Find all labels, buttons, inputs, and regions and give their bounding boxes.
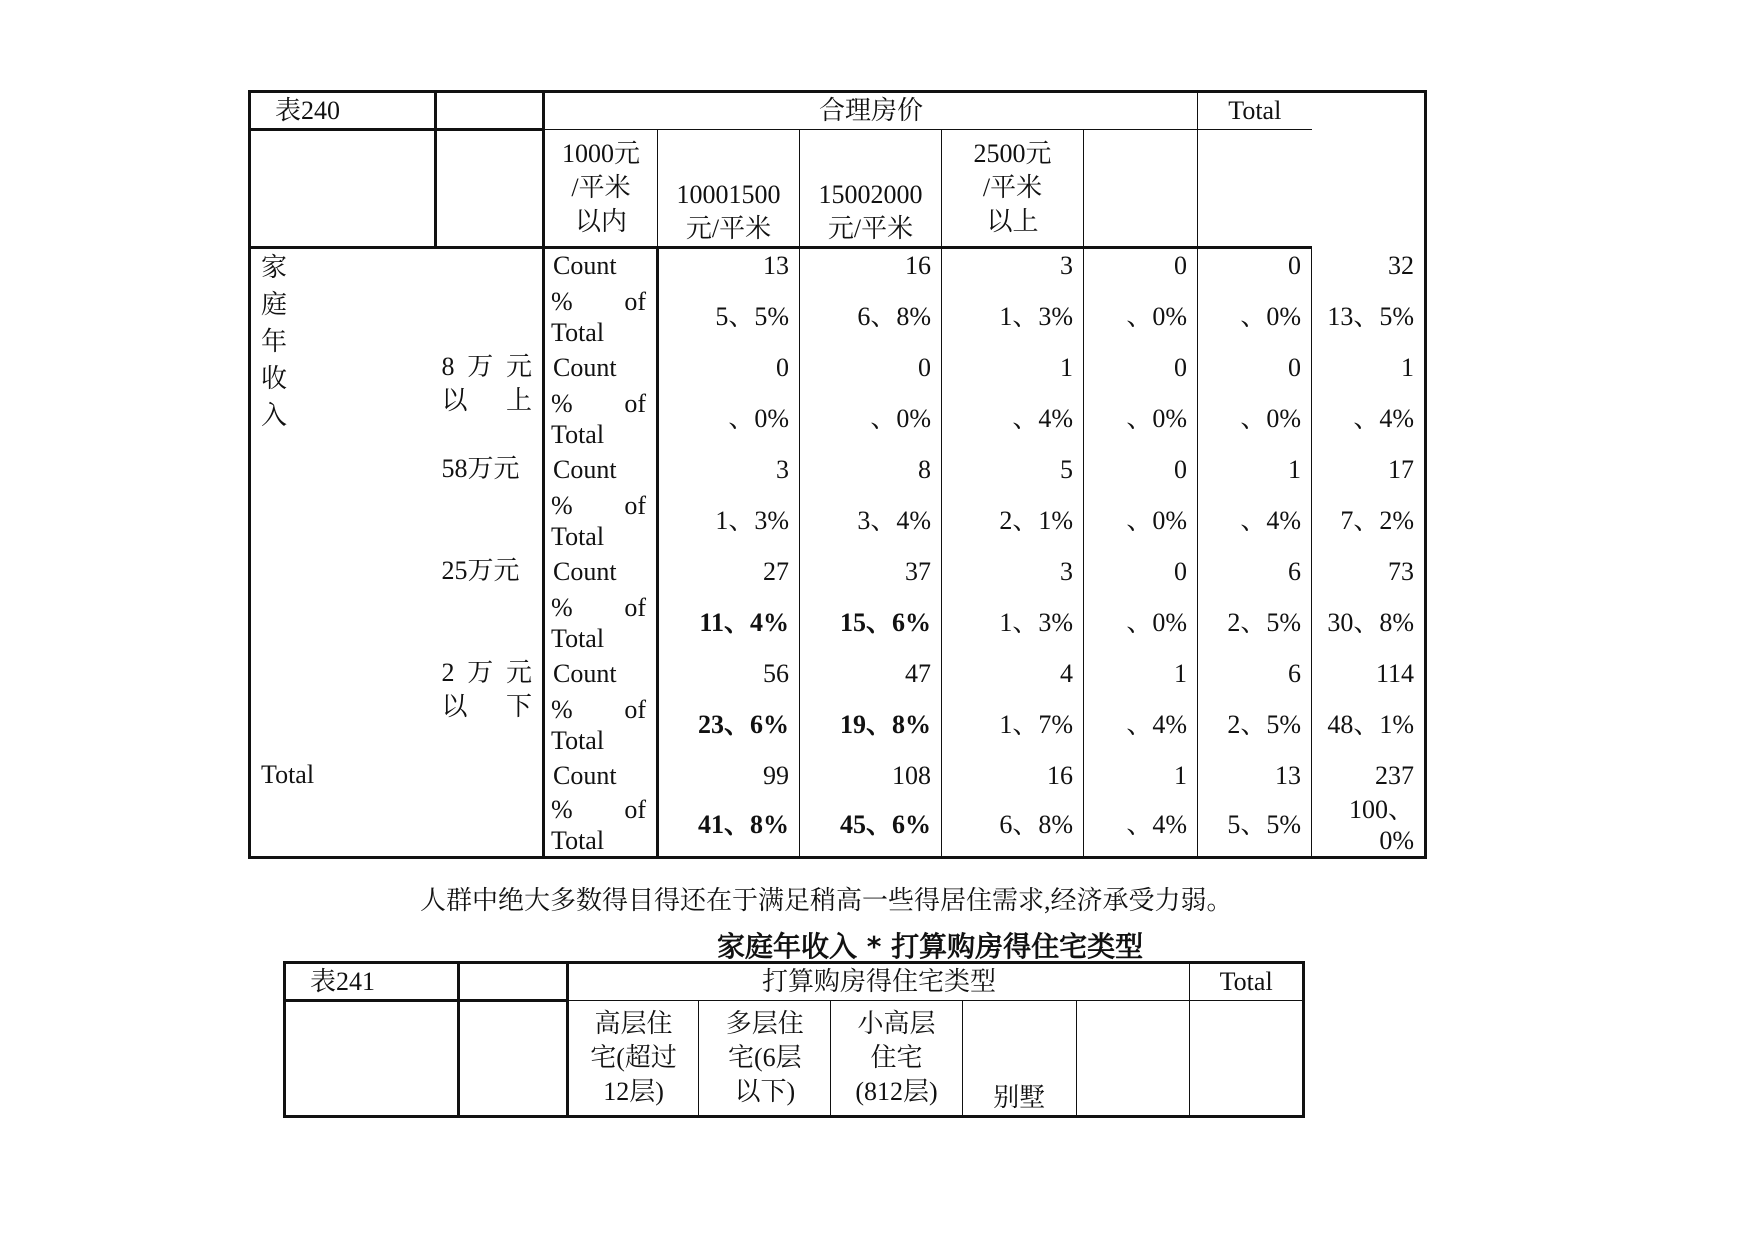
count-cell: 3 [942, 554, 1084, 590]
column-header-line: 宅(6层 [727, 1043, 802, 1072]
pct-cell: 、0% [1198, 386, 1312, 452]
total-header: Total [1190, 963, 1304, 1001]
income-row-label [436, 248, 544, 350]
pct-cell: 15、6% [800, 590, 942, 656]
column-header [800, 130, 942, 248]
column-header [544, 130, 658, 248]
pct-cell: 2、5% [1198, 590, 1312, 656]
column-header [699, 1001, 831, 1117]
stat-label-pct: % of Total [544, 692, 658, 758]
pct-cell: 45、6% [800, 794, 942, 858]
count-cell: 37 [800, 554, 942, 590]
count-cell: 4 [942, 656, 1084, 692]
count-cell: 0 [1198, 350, 1312, 386]
stat-label-pct: % of Total [544, 284, 658, 350]
pct-cell: 、0% [658, 386, 800, 452]
pct-cell: 19、8% [800, 692, 942, 758]
empty-header-cell [436, 130, 544, 248]
pct-cell: 1、3% [658, 488, 800, 554]
count-cell: 1 [1084, 758, 1198, 794]
stat-label-count: Count [544, 350, 658, 386]
count-cell: 13 [1198, 758, 1312, 794]
count-cell: 0 [1084, 554, 1198, 590]
row-group-char: 家 [261, 253, 288, 282]
empty-cell [436, 758, 544, 858]
stat-label-count: Count [544, 248, 658, 284]
pct-cell: 5、5% [658, 284, 800, 350]
pct-cell: 、4% [1084, 794, 1198, 858]
column-header [567, 1001, 699, 1117]
column-header-line: 元/平米 [685, 214, 772, 243]
pct-cell: 7、2% [1340, 505, 1415, 535]
row-group-char: 收 [261, 364, 288, 393]
count-cell: 47 [800, 656, 942, 692]
total-row-label: Total [261, 759, 315, 789]
count-cell: 73 [1388, 556, 1415, 586]
table-241 [283, 961, 1305, 1118]
column-header-line: 以上 [986, 207, 1039, 236]
pct-cell: 41、8% [658, 794, 800, 858]
group-header: 合理房价 [544, 92, 1198, 130]
empty-header-cell [1076, 1001, 1190, 1117]
income-row-label: 25万元 [436, 554, 544, 656]
count-cell: 27 [658, 554, 800, 590]
count-cell: 0 [1198, 248, 1312, 284]
count-cell: 0 [1084, 350, 1198, 386]
column-header-line: (812层) [855, 1077, 938, 1106]
count-cell: 32 [1388, 250, 1415, 280]
income-row-label: 2万元以下 [436, 656, 544, 758]
pct-cell: 11、4% [658, 590, 800, 656]
pct-cell: 2、5% [1198, 692, 1312, 758]
stat-label-pct: % of Total [544, 590, 658, 656]
table-241-title: 家庭年收入 * 打算购房得住宅类型 [717, 930, 1144, 963]
column-header-line: 小高层 [857, 1009, 936, 1038]
empty-header-cell [459, 1001, 568, 1117]
empty-header-cell [1084, 130, 1198, 248]
table-label: 表241 [285, 963, 459, 1001]
pct-cell: 48、1% [1327, 709, 1415, 739]
pct-cell: 1、7% [942, 692, 1084, 758]
pct-cell: 、0% [1084, 590, 1198, 656]
count-cell: 114 [1376, 658, 1415, 688]
count-cell: 1 [1198, 452, 1312, 488]
pct-cell: 2、1% [942, 488, 1084, 554]
stat-label-count: Count [544, 758, 658, 794]
column-header-line: 10001500 [676, 180, 781, 209]
count-cell: 0 [658, 350, 800, 386]
count-cell: 56 [658, 656, 800, 692]
pct-cell: 、4% [1353, 403, 1415, 433]
row-group-char: 庭 [261, 290, 288, 319]
column-header-line: 高层住 [594, 1009, 673, 1038]
count-cell: 13 [658, 248, 800, 284]
pct-cell: 、0% [800, 386, 942, 452]
column-header-line: 元/平米 [827, 214, 914, 243]
count-cell: 108 [800, 758, 942, 794]
pct-cell: 30、8% [1327, 607, 1415, 637]
pct-cell: 100、0% [1349, 794, 1415, 855]
column-header [962, 1001, 1076, 1117]
empty-header-cell [285, 1001, 459, 1117]
income-row-label: 58万元 [436, 452, 544, 554]
column-header-line: 2500元 [973, 139, 1052, 168]
empty-header-cell [1198, 130, 1312, 248]
empty-header-cell [250, 130, 436, 248]
pct-cell: 、4% [1198, 488, 1312, 554]
stat-label-count: Count [544, 452, 658, 488]
count-cell: 6 [1198, 554, 1312, 590]
pct-cell: 、0% [1084, 284, 1198, 350]
pct-cell: 6、8% [942, 794, 1084, 858]
pct-cell: 、0% [1198, 284, 1312, 350]
pct-cell: 1、3% [942, 284, 1084, 350]
group-header: 打算购房得住宅类型 [567, 963, 1190, 1001]
row-group-char: 入 [261, 401, 288, 430]
total-header: Total [1198, 92, 1312, 130]
pct-cell: 、0% [1084, 386, 1198, 452]
column-header-line: 别墅 [993, 1083, 1046, 1112]
count-cell: 1 [1401, 352, 1415, 382]
pct-cell: 3、4% [800, 488, 942, 554]
stat-label-count: Count [544, 656, 658, 692]
count-cell: 16 [800, 248, 942, 284]
count-cell: 99 [658, 758, 800, 794]
column-header [831, 1001, 963, 1117]
count-cell: 0 [1084, 452, 1198, 488]
pct-cell: 、4% [1084, 692, 1198, 758]
pct-cell: 1、3% [942, 590, 1084, 656]
column-header-line: 15002000 [818, 180, 923, 209]
column-header-line: 1000元 [561, 139, 640, 168]
empty-header-cell [459, 963, 568, 1001]
stat-label-count: Count [544, 554, 658, 590]
row-group-label [250, 248, 436, 758]
column-header-line: 宅(超过 [590, 1043, 677, 1072]
count-cell: 8 [800, 452, 942, 488]
count-cell: 1 [942, 350, 1084, 386]
pct-cell: 13、5% [1327, 301, 1415, 331]
count-cell: 5 [942, 452, 1084, 488]
pct-cell: 、0% [1084, 488, 1198, 554]
count-cell: 17 [1388, 454, 1415, 484]
count-cell: 0 [1084, 248, 1198, 284]
column-header-line: 住宅 [870, 1043, 923, 1072]
column-header-line: 多层住 [725, 1009, 804, 1038]
note-text: 人群中绝大多数得目得还在于满足稍高一些得居住需求,经济承受力弱。 [420, 886, 1233, 915]
pct-cell: 23、6% [658, 692, 800, 758]
count-cell: 237 [1375, 760, 1415, 790]
stat-label-pct: % of Total [544, 386, 658, 452]
column-header-line: 以下) [734, 1077, 796, 1106]
column-header-line: 12层) [603, 1077, 664, 1106]
pct-cell: 、4% [942, 386, 1084, 452]
count-cell: 0 [800, 350, 942, 386]
column-header [942, 130, 1084, 248]
stat-label-pct: % of Total [544, 794, 658, 858]
count-cell: 3 [658, 452, 800, 488]
empty-header-cell [1190, 1001, 1304, 1117]
table-240 [248, 90, 1427, 859]
count-cell: 3 [942, 248, 1084, 284]
table-label: 表240 [250, 92, 436, 130]
column-header [658, 130, 800, 248]
pct-cell: 6、8% [800, 284, 942, 350]
stat-label-pct: % of Total [544, 488, 658, 554]
count-cell: 6 [1198, 656, 1312, 692]
income-row-label: 8万元以上 [436, 350, 544, 452]
column-header-line: 以内 [574, 207, 627, 236]
pct-cell: 5、5% [1198, 794, 1312, 858]
column-header-line: /平米 [982, 173, 1043, 202]
empty-header-cell [436, 92, 544, 130]
count-cell: 16 [942, 758, 1084, 794]
count-cell: 1 [1084, 656, 1198, 692]
row-group-char: 年 [261, 327, 288, 356]
column-header-line: /平米 [571, 173, 631, 202]
